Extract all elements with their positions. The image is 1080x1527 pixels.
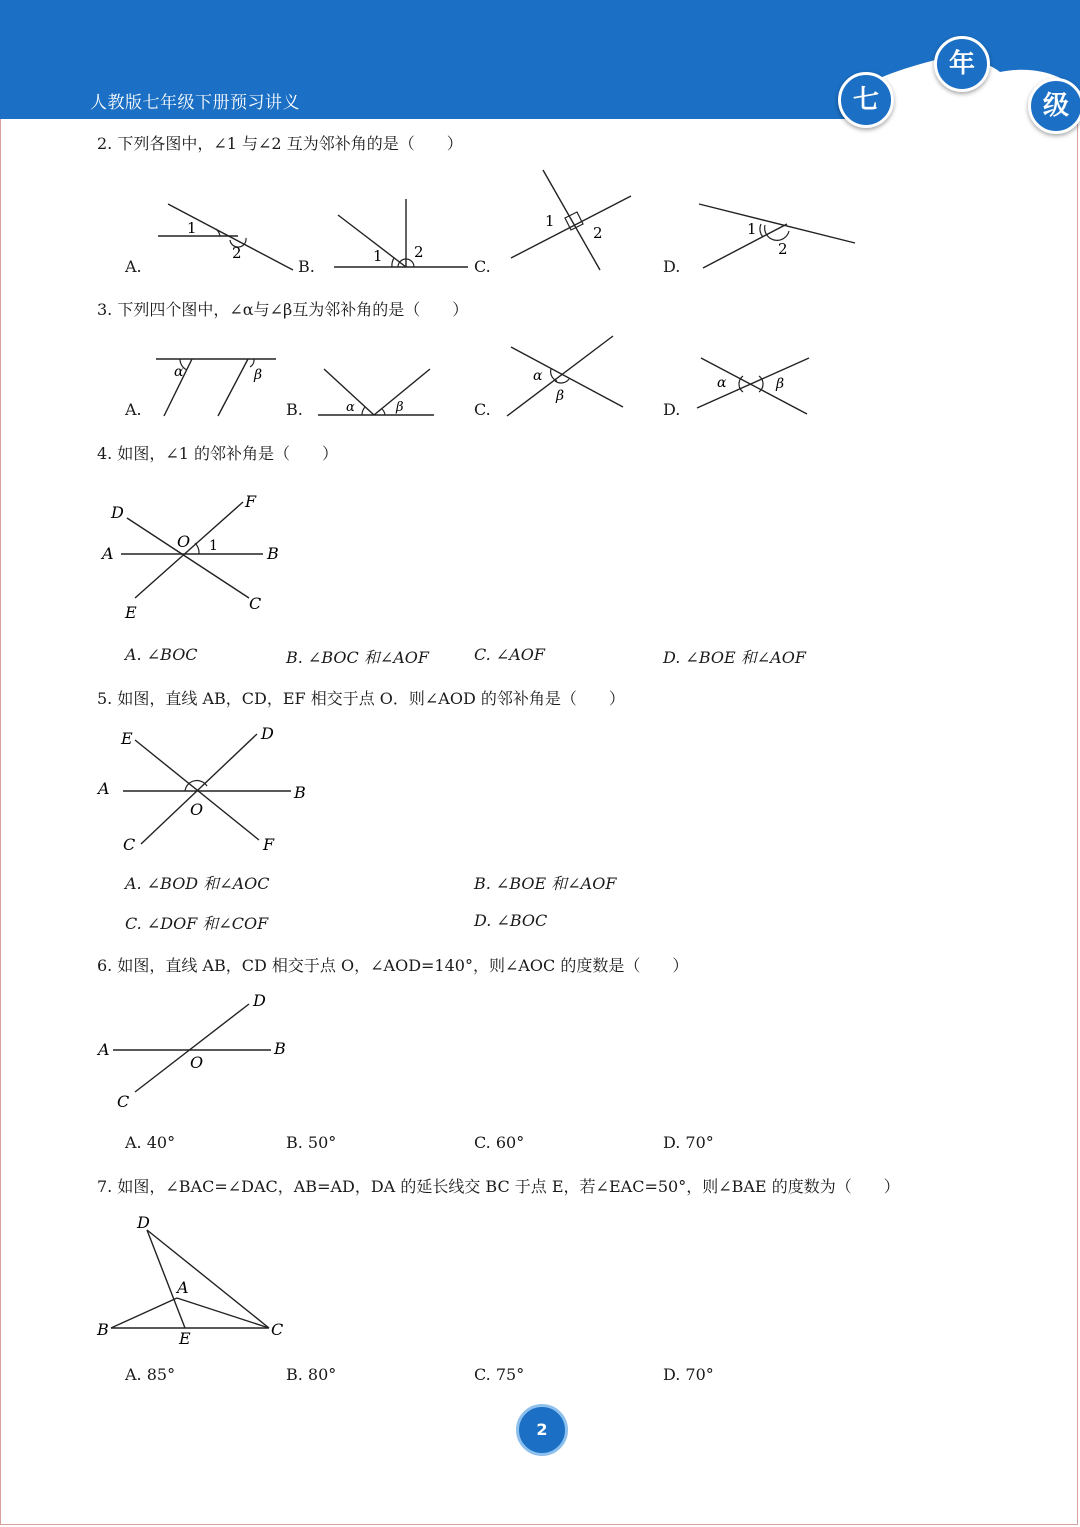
- q5-label-a: A: [98, 779, 110, 798]
- q2a-label-1: 1: [187, 219, 197, 237]
- q7-label-c: C: [271, 1320, 284, 1339]
- q5-label-f: F: [263, 835, 275, 854]
- q5-option-b: B. ∠BOE 和∠AOF: [474, 874, 617, 893]
- q7-label-b: B: [97, 1320, 109, 1339]
- q5-option-a: A. ∠BOD 和∠AOC: [125, 874, 270, 893]
- q4-stem: 4. 如图，∠1 的邻补角是（ ）: [97, 444, 339, 463]
- q4-figure: [97, 490, 297, 625]
- q3c-beta: β: [556, 388, 565, 404]
- q3a-alpha: α: [174, 364, 184, 380]
- q5-figure: [95, 722, 315, 857]
- q3-stem: 3. 下列四个图中，∠α与∠β互为邻补角的是（ ）: [97, 300, 469, 319]
- q3a-beta: β: [254, 367, 263, 383]
- q4-option-b: B. ∠BOC 和∠AOF: [286, 648, 430, 667]
- q5-label-d: D: [261, 724, 274, 743]
- q4-label-d: D: [111, 503, 124, 522]
- q3b-beta: β: [396, 400, 404, 415]
- badge-nian: 年: [934, 36, 990, 92]
- q2a-label-2: 2: [232, 244, 242, 262]
- q5-option-c: C. ∠DOF 和∠COF: [125, 914, 269, 933]
- q3-option-b: B.: [286, 400, 303, 419]
- q7-option-b: B. 80°: [286, 1365, 337, 1384]
- q2-figure-d: [695, 198, 860, 273]
- q5-label-o: O: [190, 800, 204, 819]
- q2-figure-a: [150, 190, 300, 275]
- q4-option-a: A. ∠BOC: [125, 645, 198, 664]
- q6-option-d: D. 70°: [663, 1133, 714, 1152]
- q7-label-a: A: [177, 1278, 189, 1297]
- q4-label-b: B: [267, 544, 279, 563]
- q2d-label-2: 2: [778, 240, 788, 258]
- q3-option-a: A.: [125, 400, 142, 419]
- q7-figure: [95, 1208, 305, 1348]
- q5-stem: 5. 如图，直线 AB，CD，EF 相交于点 O．则∠AOD 的邻补角是（ ）: [97, 689, 625, 708]
- header-banner: [0, 0, 1080, 120]
- q6-label-b: B: [274, 1039, 286, 1058]
- q6-option-c: C. 60°: [474, 1133, 525, 1152]
- q7-stem: 7. 如图，∠BAC=∠DAC，AB=AD，DA 的延长线交 BC 于点 E，若∠EAC=50°，则∠BAE 的度数为（ ）: [97, 1177, 900, 1196]
- badge-qi: 七: [838, 72, 894, 128]
- q2d-label-1: 1: [747, 220, 757, 238]
- q4-label-e: E: [125, 603, 137, 622]
- q5-option-d: D. ∠BOC: [474, 911, 548, 930]
- q4-option-c: C. ∠AOF: [474, 645, 546, 664]
- q2-option-a: A.: [125, 257, 142, 276]
- q3-figure-d: [693, 352, 813, 420]
- q3d-alpha: α: [717, 375, 727, 391]
- q2-option-c: C.: [474, 257, 491, 276]
- q3b-alpha: α: [346, 400, 355, 415]
- q4-label-1: 1: [209, 538, 218, 554]
- header-title: 人教版七年级下册预习讲义: [90, 93, 300, 113]
- q7-label-e: E: [179, 1329, 191, 1348]
- q2b-label-2: 2: [414, 243, 424, 261]
- q6-label-d: D: [253, 991, 266, 1010]
- q6-option-b: B. 50°: [286, 1133, 337, 1152]
- q3-option-c: C.: [474, 400, 491, 419]
- badge-ji: 级: [1028, 78, 1080, 134]
- q3c-alpha: α: [533, 368, 543, 384]
- q2-option-d: D.: [663, 257, 681, 276]
- q2b-label-1: 1: [373, 247, 383, 265]
- page-number: 2: [516, 1404, 568, 1456]
- q4-label-a: A: [102, 544, 114, 563]
- q7-label-d: D: [137, 1213, 150, 1232]
- q2-figure-b: [330, 195, 475, 275]
- q3-figure-a: [150, 350, 280, 420]
- q5-label-e: E: [121, 729, 133, 748]
- q3-option-d: D.: [663, 400, 681, 419]
- q4-label-c: C: [249, 594, 262, 613]
- q6-option-a: A. 40°: [125, 1133, 176, 1152]
- q7-option-a: A. 85°: [125, 1365, 176, 1384]
- q4-label-f: F: [245, 492, 257, 511]
- q6-label-o: O: [190, 1053, 204, 1072]
- q2c-label-1: 1: [545, 212, 555, 230]
- q4-option-d: D. ∠BOE 和∠AOF: [663, 648, 806, 667]
- q7-option-c: C. 75°: [474, 1365, 525, 1384]
- q4-label-o: O: [177, 532, 191, 551]
- q2-figure-c: [505, 168, 640, 273]
- q6-label-c: C: [117, 1092, 130, 1111]
- q7-option-d: D. 70°: [663, 1365, 714, 1384]
- q6-stem: 6. 如图，直线 AB，CD 相交于点 O，∠AOD=140°，则∠AOC 的度数是（ ）: [97, 956, 689, 975]
- q5-label-b: B: [294, 783, 306, 802]
- q3-figure-b: [312, 365, 437, 420]
- q3d-beta: β: [776, 376, 785, 392]
- q2-option-b: B.: [298, 257, 315, 276]
- q6-figure: [95, 988, 295, 1113]
- q6-label-a: A: [98, 1040, 110, 1059]
- q2c-label-2: 2: [593, 224, 603, 242]
- q2-stem: 2. 下列各图中，∠1 与∠2 互为邻补角的是（ ）: [97, 134, 463, 153]
- q3-figure-c: [503, 333, 628, 421]
- q5-label-c: C: [123, 835, 136, 854]
